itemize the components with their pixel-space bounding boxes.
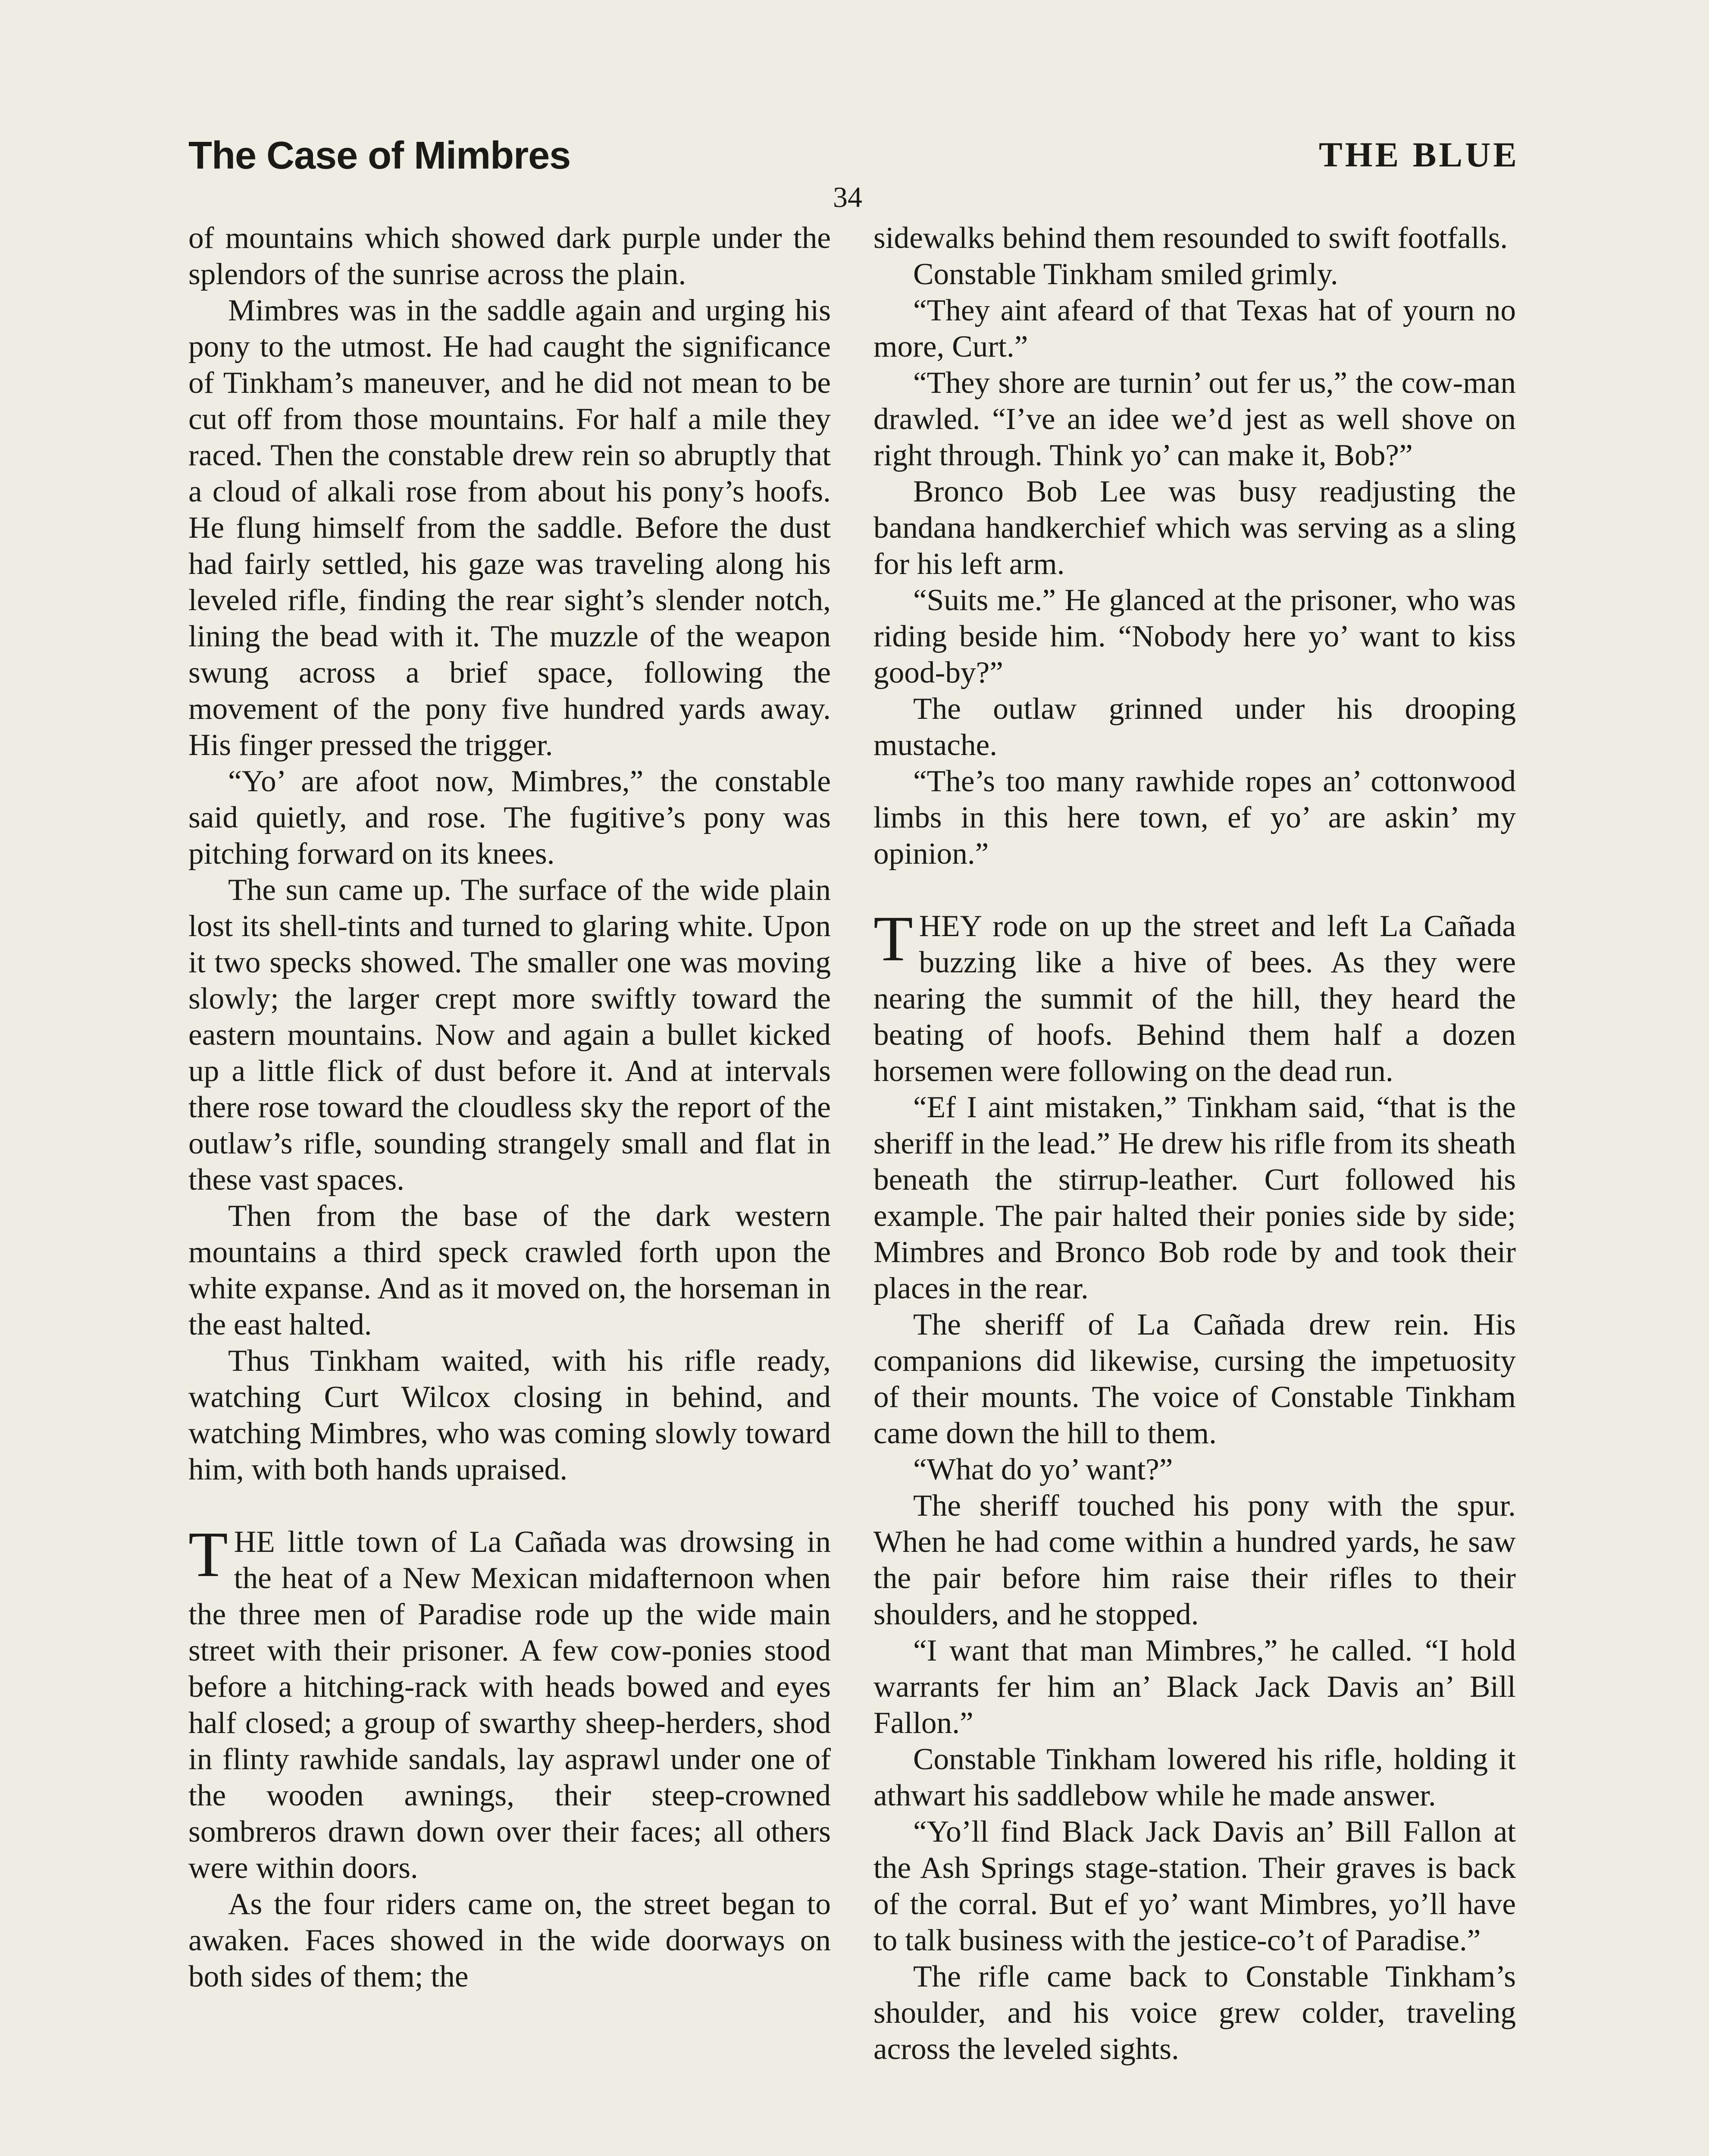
paragraph: Then from the base of the dark western mountains a third speck crawled forth upon the white expanse. And as it moved on, the horseman in the east halted. — [188, 1199, 831, 1341]
paragraph: “What do yo’ want?” — [913, 1452, 1173, 1486]
paragraph: Bronco Bob Lee was busy readjusting the bandana handkerchief which was serving as a sling for his left arm. — [873, 474, 1516, 581]
paragraph-text: HEY rode on up the street and left La Cañada buzzing like a hive of bees. As they were nearing the summit of the hill, they heard the beating of hoofs. Behind them half a dozen horsemen were following on the dead run. — [873, 909, 1516, 1088]
paragraph: “Ef I aint mistaken,” Tinkham said, “that is the sheriff in the lead.” He drew his rifle from its sheath beneath the stirrup-leather. Curt followed his example. The pair halted their ponies side by side; Mimbres and Bronco Bob rode by and took their places in the rear. — [873, 1090, 1516, 1305]
paragraph: The sheriff touched his pony with the spur. When he had come within a hundred yards, he saw the pair before him raise their rifles to their shoulders, and he stopped. — [873, 1489, 1516, 1631]
paragraph: Constable Tinkham lowered his rifle, holding it athwart his saddlebow while he made answer. — [873, 1742, 1516, 1812]
paragraph: The sun came up. The surface of the wide plain lost its shell-tints and turned to glaring white. Upon it two specks showed. The smaller one was moving slowly; the larger crept more swiftly toward the eastern mountains. Now and again a bullet kicked up a little flick of dust before it. And at intervals there rose toward the cloudless sky the report of the outlaw’s rifle, sounding strangely small and flat in these vast spaces. — [188, 873, 831, 1197]
magazine-name: THE BLUE — [1319, 135, 1519, 174]
right-column — [873, 220, 1516, 2156]
story-title: The Case of Mimbres — [188, 134, 571, 177]
drop-initial: T — [188, 1519, 228, 1590]
paragraph: sidewalks behind them resounded to swift footfalls. — [873, 221, 1508, 255]
section-opening-paragraph — [188, 1519, 831, 1886]
paragraph: “I want that man Mimbres,” he called. “I hold warrants fer him an’ Black Jack Davis an’ Bill Fallon.” — [873, 1633, 1516, 1740]
paragraph: “They aint afeard of that Texas hat of yourn no more, Curt.” — [873, 293, 1516, 364]
paragraph: “They shore are turnin’ out fer us,” the cow-man drawled. “I’ve an idee we’d jest as well shove on right through. Think yo’ can make it, Bob?” — [873, 366, 1516, 472]
paragraph: The rifle came back to Constable Tinkham’s shoulder, and his voice grew colder, traveling across the leveled sights. — [873, 1959, 1516, 2066]
drop-initial: T — [873, 903, 913, 975]
paragraph: As the four riders came on, the street began to awaken. Faces showed in the wide doorways on both sides of them; the — [188, 1887, 831, 1993]
paragraph-text: HE little town of La Cañada was drowsing in the heat of a New Mexican midafternoon when the three men of Paradise rode up the wide main street with their prisoner. A few cow-ponies stood before a hitching-rack with heads bowed and eyes half closed; a group of swarthy sheep-herders, shod in flinty rawhide sandals, lay asprawl under one of the wooden awnings, their steep-crowned sombreros drawn down over their faces; all others were within doors. — [188, 1525, 831, 1885]
paragraph: The outlaw grinned under his drooping mustache. — [873, 692, 1516, 762]
paragraph: The sheriff of La Cañada drew rein. His companions did likewise, cursing the impetuosity of their mounts. The voice of Constable Tinkham came down the hill to them. — [873, 1307, 1516, 1450]
paragraph: “Yo’ll find Black Jack Davis an’ Bill Fallon at the Ash Springs stage-station. Their graves is back of the corral. But ef yo’ want Mimbres, yo’ll have to talk business with the jestice-co’t of Paradise.” — [873, 1814, 1516, 1957]
paragraph: “The’s too many rawhide ropes an’ cottonwood limbs in this here town, ef yo’ are askin’ my opinion.” — [873, 764, 1516, 871]
paragraph: Mimbres was in the saddle again and urging his pony to the utmost. He had caught the significance of Tinkham’s maneuver, and he did not mean to be cut off from those mountains. For half a mile they raced. Then the constable drew rein so abruptly that a cloud of alkali rose from about his pony’s hoofs. He flung himself from the saddle. Before the dust had fairly settled, his gaze was traveling along his leveled rifle, finding the rear sight’s slender notch, lining the bead with it. The muzzle of the weapon swung across a brief space, following the movement of the pony five hundred yards away. His finger pressed the trigger. — [188, 293, 831, 762]
section-opening-paragraph — [873, 903, 1516, 1089]
paragraph: “Yo’ are afoot now, Mimbres,” the constable said quietly, and rose. The fugitive’s pony was pitching forward on its knees. — [188, 764, 831, 871]
page-number: 34 — [833, 181, 862, 213]
paragraph: Thus Tinkham waited, with his rifle ready, watching Curt Wilcox closing in behind, and watching Mimbres, who was coming slowly toward him, with both hands upraised. — [188, 1344, 831, 1486]
paragraph: of mountains which showed dark purple under the splendors of the sunrise across the plain. — [188, 221, 831, 291]
paragraph: “Suits me.” He glanced at the prisoner, who was riding beside him. “Nobody here yo’ want to kiss good-by?” — [873, 583, 1516, 689]
left-column — [188, 220, 831, 2156]
paragraph: Constable Tinkham smiled grimly. — [913, 257, 1338, 291]
